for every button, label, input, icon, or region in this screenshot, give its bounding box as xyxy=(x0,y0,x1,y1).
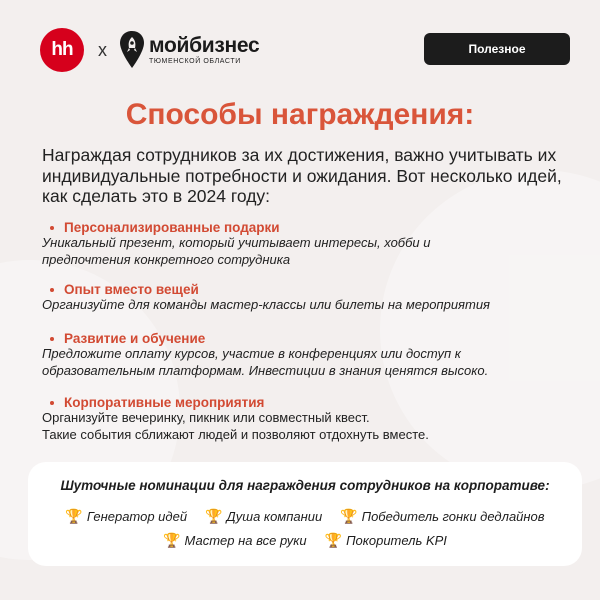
item-description: Организуйте вечеринку, пикник или совместный квест. xyxy=(42,410,370,425)
nominations-row xyxy=(28,508,582,525)
nomination-item: 🏆 Мастер на все руки xyxy=(163,532,307,548)
hh-logo: hh xyxy=(40,28,84,72)
page-title: Способы награждения: xyxy=(125,98,475,131)
bullet-icon xyxy=(50,288,54,292)
nomination-item: 🏆 Генератор идей xyxy=(65,508,188,524)
nomination-item: 🏆 Победитель гонки дедлайнов xyxy=(340,508,545,524)
bullet-icon xyxy=(50,337,54,341)
header xyxy=(40,28,259,72)
nominations-title: Шуточные номинации для награждения сотрудников на корпоративе: xyxy=(60,478,550,493)
trophy-icon: 🏆 xyxy=(65,508,83,524)
nomination-item: 🏆 Покоритель KPI xyxy=(324,532,447,548)
nominations-card xyxy=(28,462,582,566)
trophy-icon: 🏆 xyxy=(340,508,358,524)
item-description: Предложите оплату курсов, участие в конференциях или доступ к образовательным платформам. Инвестиции в знания ценятся высоко. xyxy=(42,346,489,378)
brand-title: мойбизнес xyxy=(149,34,260,57)
moibiznes-logo xyxy=(149,35,259,65)
bullet-icon xyxy=(50,401,54,405)
moibiznes-pin-icon xyxy=(119,30,145,70)
nominations-row xyxy=(28,532,582,549)
item-description: Уникальный презент, который учитывает интересы, хобби и предпочтения конкретного сотрудника xyxy=(42,235,431,267)
bullet-icon xyxy=(50,226,54,230)
list-item xyxy=(42,395,572,444)
item-heading: Опыт вместо вещей xyxy=(64,282,199,297)
trophy-icon: 🏆 xyxy=(324,532,343,548)
list-item xyxy=(42,282,572,314)
item-description: Такие события сближают людей и позволяют отдохнуть вместе. xyxy=(42,426,429,442)
intro-text: Награждая сотрудников за их достижения, важно учитывать их индивидуальные потребности и ожидания. Вот несколько идей, как сделать это в 2024 году: xyxy=(42,145,562,207)
trophy-icon: 🏆 xyxy=(205,508,223,524)
brand-subtitle: ТЮМЕНСКОЙ ОБЛАСТИ xyxy=(149,58,241,65)
nomination-item: 🏆 Душа компании xyxy=(205,508,323,524)
header-separator: x xyxy=(98,39,107,60)
list-item xyxy=(42,220,572,269)
item-heading: Персонализированные подарки xyxy=(64,220,280,235)
item-heading: Развитие и обучение xyxy=(64,331,206,346)
list-item xyxy=(42,331,572,380)
item-description: Организуйте для команды мастер-классы или билеты на мероприятия xyxy=(42,297,490,312)
category-badge[interactable]: Полезное xyxy=(424,33,570,65)
item-heading: Корпоративные мероприятия xyxy=(64,395,265,410)
trophy-icon: 🏆 xyxy=(163,532,181,548)
